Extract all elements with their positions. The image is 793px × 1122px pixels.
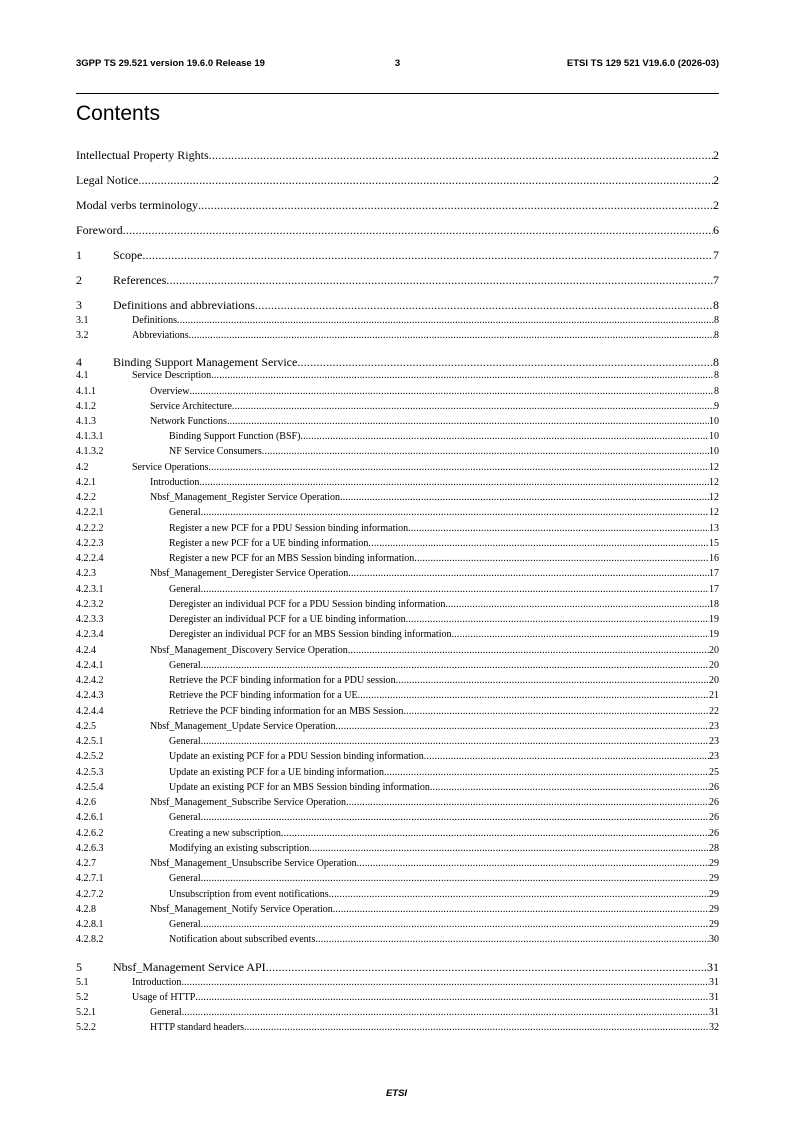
- toc-entry-title: Nbsf_Management_Update Service Operation: [150, 721, 336, 732]
- toc-entry-title: NF Service Consumers: [169, 446, 262, 457]
- toc-leader-dots: [357, 858, 709, 869]
- toc-entry-title: Nbsf_Management Service API: [113, 960, 266, 974]
- toc-entry-title: Definitions: [132, 315, 177, 326]
- toc-leader-dots: [201, 507, 709, 518]
- toc-entry-page: 30: [709, 934, 719, 945]
- toc-entry-title: Deregister an individual PCF for a PDU Session binding information: [169, 599, 446, 610]
- toc-leader-dots: [123, 223, 713, 238]
- header-divider: [76, 93, 719, 94]
- toc-entry-title: Service Architecture: [150, 401, 232, 412]
- toc-entry-page: 13: [709, 523, 719, 534]
- toc-entry[interactable]: 4.2.5 Nbsf_Management_Update Service Operation ..... 23: [76, 721, 719, 732]
- toc-entry-title: Nbsf_Management_Subscribe Service Operation: [150, 797, 347, 808]
- toc-entry-page: 8: [714, 386, 719, 397]
- toc-entry-page: 31: [709, 1007, 719, 1018]
- toc-entry[interactable]: [76, 298, 719, 313]
- toc-leader-dots: [368, 538, 709, 549]
- toc-entry[interactable]: 4.2.3.3 Deregister an individual PCF for a UE binding information ..... 19: [76, 614, 719, 625]
- toc-entry-title: General: [169, 584, 201, 595]
- toc-entry[interactable]: 4.2.3 Nbsf_Management_Deregister Service Operation ..... 17: [76, 568, 719, 579]
- toc-entry-page: 18: [709, 599, 719, 610]
- toc-leader-dots: [198, 198, 713, 213]
- toc-entry[interactable]: 4.2.4.4 Retrieve the PCF binding information for an MBS Session ..... 22: [76, 706, 719, 717]
- toc-entry-title: Intellectual Property Rights: [76, 148, 209, 162]
- toc-entry-page: 6: [713, 223, 719, 237]
- toc-entry-title: Retrieve the PCF binding information for an MBS Session: [169, 706, 404, 717]
- toc-entry[interactable]: 4.2.2 Nbsf_Management_Register Service Operation ..... 12: [76, 492, 719, 503]
- toc-entry[interactable]: 4.2.7 Nbsf_Management_Unsubscribe Service Operation ..... 29: [76, 858, 719, 869]
- toc-leader-dots: [232, 401, 714, 412]
- toc-entry-title: Nbsf_Management_Discovery Service Operation: [150, 645, 348, 656]
- toc-entry-title: General: [150, 1007, 182, 1018]
- toc-leader-dots: [445, 599, 709, 610]
- toc-entry[interactable]: 4.2.5.3 Update an existing PCF for a UE binding information ..... 25: [76, 767, 719, 778]
- toc-entry[interactable]: 4.1.2 Service Architecture ..... 9: [76, 401, 719, 412]
- toc-entry-title: Unsubscription from event notifications: [169, 889, 329, 900]
- toc-entry-title: Deregister an individual PCF for a UE binding information: [169, 614, 406, 625]
- toc-entry-title: Register a new PCF for an MBS Session binding information: [169, 553, 415, 564]
- toc-leader-dots: [430, 782, 709, 793]
- toc-leader-dots: [403, 706, 709, 717]
- toc-entry[interactable]: 4.2.8 Nbsf_Management_Notify Service Operation ..... 29: [76, 904, 719, 915]
- header-spec-version: 3GPP TS 29.521 version 19.6.0 Release 19: [76, 58, 265, 69]
- toc-leader-dots: [189, 330, 714, 341]
- toc-entry[interactable]: 4.2.4 Nbsf_Management_Discovery Service Operation ..... 20: [76, 645, 719, 656]
- toc-leader-dots: [281, 828, 709, 839]
- toc-entry-number: 3: [76, 298, 82, 312]
- toc-entry-page: 10: [709, 431, 719, 442]
- toc-entry-title: Update an existing PCF for an MBS Session binding information: [169, 782, 430, 793]
- toc-leader-dots: [336, 721, 710, 732]
- toc-entry-title: Binding Support Management Service: [113, 355, 298, 369]
- toc-leader-dots: [201, 736, 709, 747]
- toc-entry[interactable]: 5.2.1 General ..... 31: [76, 1007, 719, 1018]
- toc-leader-dots: [142, 248, 713, 263]
- toc-entry-page: 26: [709, 812, 719, 823]
- toc-leader-dots: [255, 298, 713, 313]
- toc-entry[interactable]: 4.2.2.2 Register a new PCF for a PDU Session binding information ..... 13: [76, 523, 719, 534]
- toc-leader-dots: [384, 767, 709, 778]
- toc-entry[interactable]: 3.1 Definitions ..... 8: [76, 315, 719, 326]
- toc-entry[interactable]: 4.2.3.4 Deregister an individual PCF for an MBS Session binding information ..... 19: [76, 629, 719, 640]
- toc-entry-page: 29: [709, 904, 719, 915]
- toc-entry-page: 9: [714, 401, 719, 412]
- toc-leader-dots: [201, 873, 709, 884]
- toc-entry-title: Binding Support Function (BSF): [169, 431, 301, 442]
- toc-leader-dots: [348, 645, 709, 656]
- toc-entry-title: Modifying an existing subscription: [169, 843, 310, 854]
- toc-entry[interactable]: 5.2 Usage of HTTP ..... 31: [76, 992, 719, 1003]
- toc-entry[interactable]: 4.1.3 Network Functions ..... 10: [76, 416, 719, 427]
- toc-leader-dots: [309, 843, 709, 854]
- toc-entry[interactable]: 4.2.2.4 Register a new PCF for an MBS Session binding information ..... 16: [76, 553, 719, 564]
- toc-entry[interactable]: 4.2.8.2 Notification about subscribed events ..... 30: [76, 934, 719, 945]
- toc-entry[interactable]: 4.2.2.1 General ..... 12: [76, 507, 719, 518]
- toc-entry-title: Retrieve the PCF binding information for a UE: [169, 690, 358, 701]
- toc-leader-dots: [396, 675, 709, 686]
- toc-entry-page: 32: [709, 1022, 719, 1033]
- toc-entry[interactable]: 4.2.1 Introduction ..... 12: [76, 477, 719, 488]
- toc-leader-dots: [340, 492, 709, 503]
- toc-entry-title: General: [169, 507, 201, 518]
- toc-leader-dots: [329, 889, 709, 900]
- toc-entry-title: General: [169, 873, 201, 884]
- toc-leader-dots: [406, 614, 709, 625]
- toc-entry-number: 1: [76, 248, 82, 262]
- toc-entry-page: 8: [714, 330, 719, 341]
- toc-entry-title: HTTP standard headers: [150, 1022, 245, 1033]
- toc-entry-title: Creating a new subscription: [169, 828, 281, 839]
- toc-entry-page: 2: [713, 198, 719, 212]
- toc-entry[interactable]: 4.1.3.1 Binding Support Function (BSF) ..... 10: [76, 431, 719, 442]
- toc-entry-title: References: [113, 273, 167, 287]
- toc-entry[interactable]: 4.2.6 Nbsf_Management_Subscribe Service Operation ..... 26: [76, 797, 719, 808]
- toc-entry-page: 20: [709, 645, 719, 656]
- toc-entry[interactable]: 4.2.5.2 Update an existing PCF for a PDU Session binding information ..... 23: [76, 751, 719, 762]
- toc-entry-page: 26: [709, 782, 719, 793]
- toc-entry-page: 29: [709, 873, 719, 884]
- toc-entry-title: Nbsf_Management_Notify Service Operation: [150, 904, 333, 915]
- toc-entry[interactable]: [76, 223, 719, 238]
- toc-entry-title: Overview: [150, 386, 190, 397]
- toc-entry-page: 7: [713, 273, 719, 287]
- toc-entry-page: 10: [709, 416, 719, 427]
- toc-entry-title: Retrieve the PCF binding information for a PDU session: [169, 675, 396, 686]
- toc-entry-page: 10: [709, 446, 719, 457]
- toc-leader-dots: [244, 1022, 709, 1033]
- toc-entry[interactable]: 4.2.4.1 General ..... 20: [76, 660, 719, 671]
- header-page-number: 3: [394, 58, 401, 69]
- toc-entry-title: Register a new PCF for a UE binding information: [169, 538, 369, 549]
- toc-entry[interactable]: 3.2 Abbreviations ..... 8: [76, 330, 719, 341]
- toc-entry-title: Notification about subscribed events: [169, 934, 316, 945]
- toc-entry[interactable]: 4.2.4.2 Retrieve the PCF binding information for a PDU session ..... 20: [76, 675, 719, 686]
- toc-entry-number: 5: [76, 960, 82, 974]
- toc-entry-page: 16: [709, 553, 719, 564]
- toc-entry-page: 17: [709, 584, 719, 595]
- toc-entry[interactable]: 4.1.3.2 NF Service Consumers ..... 10: [76, 446, 719, 457]
- toc-leader-dots: [315, 934, 709, 945]
- header-etsi-reference: ETSI TS 129 521 V19.6.0 (2026-03): [566, 58, 719, 69]
- toc-entry[interactable]: [76, 148, 719, 163]
- toc-entry[interactable]: [76, 198, 719, 213]
- toc-entry-number: 4: [76, 355, 82, 369]
- toc-entry-title: Modal verbs terminology: [76, 198, 198, 212]
- toc-entry[interactable]: 4.2.6.3 Modifying an existing subscription ..... 28: [76, 843, 719, 854]
- toc-entry-title: Abbreviations: [132, 330, 189, 341]
- toc-entry-page: 12: [709, 462, 719, 473]
- toc-entry-title: General: [169, 919, 201, 930]
- toc-entry-title: General: [169, 812, 201, 823]
- toc-entry-page: 22: [709, 706, 719, 717]
- toc-leader-dots: [297, 355, 713, 370]
- toc-leader-dots: [201, 584, 709, 595]
- toc-entry-page: 31: [709, 977, 719, 988]
- toc-entry-title: Scope: [113, 248, 143, 262]
- toc-entry-page: 29: [709, 889, 719, 900]
- toc-entry[interactable]: [76, 960, 719, 975]
- toc-entry-title: General: [169, 736, 201, 747]
- toc-entry-page: 28: [709, 843, 719, 854]
- toc-entry-page: 12: [709, 477, 719, 488]
- toc-entry-title: Service Operations: [132, 462, 209, 473]
- toc-entry[interactable]: [76, 173, 719, 188]
- toc-entry-title: Deregister an individual PCF for an MBS Session binding information: [169, 629, 452, 640]
- toc-entry-page: 19: [709, 629, 719, 640]
- toc-leader-dots: [201, 919, 709, 930]
- page-footer: ETSI: [385, 1088, 408, 1099]
- toc-entry-title: Nbsf_Management_Register Service Operation: [150, 492, 340, 503]
- toc-leader-dots: [181, 977, 709, 988]
- toc-entry-title: General: [169, 660, 201, 671]
- toc-leader-dots: [333, 904, 709, 915]
- toc-leader-dots: [408, 523, 709, 534]
- toc-entry[interactable]: 4.2.5.1 General ..... 23: [76, 736, 719, 747]
- toc-leader-dots: [166, 273, 713, 288]
- toc-leader-dots: [201, 660, 709, 671]
- toc-entry-page: 31: [709, 992, 719, 1003]
- toc-entry-page: 15: [709, 538, 719, 549]
- toc-leader-dots: [189, 386, 714, 397]
- page-header: [76, 58, 719, 72]
- toc-leader-dots: [424, 751, 709, 762]
- toc-entry-page: 31: [707, 960, 719, 974]
- toc-entry-title: Register a new PCF for a PDU Session binding information: [169, 523, 409, 534]
- toc-entry-page: 8: [714, 315, 719, 326]
- toc-entry-page: 21: [709, 690, 719, 701]
- toc-leader-dots: [262, 446, 709, 457]
- toc-entry-page: 8: [714, 370, 719, 381]
- toc-entry-page: 12: [709, 507, 719, 518]
- toc-leader-dots: [451, 629, 709, 640]
- toc-entry-page: 25: [709, 767, 719, 778]
- toc-leader-dots: [346, 797, 709, 808]
- toc-entry[interactable]: 4.2.3.1 General ..... 17: [76, 584, 719, 595]
- toc-leader-dots: [211, 370, 714, 381]
- toc-entry-title: Nbsf_Management_Unsubscribe Service Operation: [150, 858, 357, 869]
- toc-entry-page: 7: [713, 248, 719, 262]
- toc-entry[interactable]: 4.1 Service Description ..... 8: [76, 370, 719, 381]
- toc-entry-title: Update an existing PCF for a UE binding information: [169, 767, 384, 778]
- toc-entry-page: 29: [709, 858, 719, 869]
- toc-entry-title: Introduction: [132, 977, 182, 988]
- toc-entry[interactable]: 4.1.1 Overview ..... 8: [76, 386, 719, 397]
- toc-entry-page: 8: [713, 298, 719, 312]
- toc-leader-dots: [208, 462, 709, 473]
- toc-entry-page: 12: [709, 492, 719, 503]
- toc-entry-page: 8: [713, 355, 719, 369]
- toc-entry-title: Foreword: [76, 223, 123, 237]
- toc-leader-dots: [177, 315, 714, 326]
- toc-entry-page: 2: [713, 173, 719, 187]
- toc-entry-title: Service Description: [132, 370, 212, 381]
- toc-entry-page: 19: [709, 614, 719, 625]
- toc-entry-page: 2: [713, 148, 719, 162]
- toc-entry-page: 23: [709, 751, 719, 762]
- toc-entry[interactable]: 5.1 Introduction ..... 31: [76, 977, 719, 988]
- toc-entry[interactable]: 5.2.2 HTTP standard headers ..... 32: [76, 1022, 719, 1033]
- toc-entry[interactable]: [76, 273, 719, 288]
- toc-entry[interactable]: 4.2.7.1 General ..... 29: [76, 873, 719, 884]
- toc-leader-dots: [227, 416, 709, 427]
- toc-entry[interactable]: 4.2.5.4 Update an existing PCF for an MBS Session binding information ..... 26: [76, 782, 719, 793]
- toc-entry[interactable]: 4.2.4.3 Retrieve the PCF binding information for a UE ..... 21: [76, 690, 719, 701]
- toc-leader-dots: [201, 812, 709, 823]
- toc-entry[interactable]: 4.2.6.1 General ..... 26: [76, 812, 719, 823]
- toc-leader-dots: [182, 1007, 709, 1018]
- toc-entry-title: Definitions and abbreviations: [113, 298, 255, 312]
- toc-entry-page: 20: [709, 660, 719, 671]
- toc-leader-dots: [209, 148, 713, 163]
- toc-entry-title: Usage of HTTP: [132, 992, 196, 1003]
- toc-entry[interactable]: 4.2.7.2 Unsubscription from event notifications ..... 29: [76, 889, 719, 900]
- toc-leader-dots: [195, 992, 709, 1003]
- toc-entry[interactable]: 4.2 Service Operations ..... 12: [76, 462, 719, 473]
- toc-entry-page: 29: [709, 919, 719, 930]
- toc-entry[interactable]: [76, 248, 719, 263]
- toc-entry-title: Nbsf_Management_Deregister Service Operation: [150, 568, 349, 579]
- toc-entry[interactable]: 4.2.8.1 General ..... 29: [76, 919, 719, 930]
- toc-entry[interactable]: 4.2.3.2 Deregister an individual PCF for a PDU Session binding information ..... 18: [76, 599, 719, 610]
- toc-entry-page: 17: [709, 568, 719, 579]
- toc-entry-title: Update an existing PCF for a PDU Session binding information: [169, 751, 424, 762]
- toc-leader-dots: [348, 568, 709, 579]
- toc-entry[interactable]: 4.2.2.3 Register a new PCF for a UE binding information ..... 15: [76, 538, 719, 549]
- toc-entry-page: 23: [709, 721, 719, 732]
- toc-leader-dots: [266, 960, 707, 975]
- toc-entry-title: Introduction: [150, 477, 200, 488]
- toc-entry-title: Legal Notice: [76, 173, 139, 187]
- toc-leader-dots: [414, 553, 709, 564]
- toc-entry-page: 20: [709, 675, 719, 686]
- toc-leader-dots: [138, 173, 713, 188]
- toc-entry[interactable]: 4.2.6.2 Creating a new subscription ..... 26: [76, 828, 719, 839]
- toc-entry-page: 26: [709, 828, 719, 839]
- page-title: Contents: [76, 102, 161, 125]
- toc-leader-dots: [300, 431, 709, 442]
- toc-entry[interactable]: [76, 355, 719, 370]
- toc-entry-title: Network Functions: [150, 416, 227, 427]
- toc-entry-page: 23: [709, 736, 719, 747]
- toc-entry-page: 26: [709, 797, 719, 808]
- toc-leader-dots: [199, 477, 709, 488]
- toc-entry-number: 2: [76, 273, 82, 287]
- toc-leader-dots: [358, 690, 709, 701]
